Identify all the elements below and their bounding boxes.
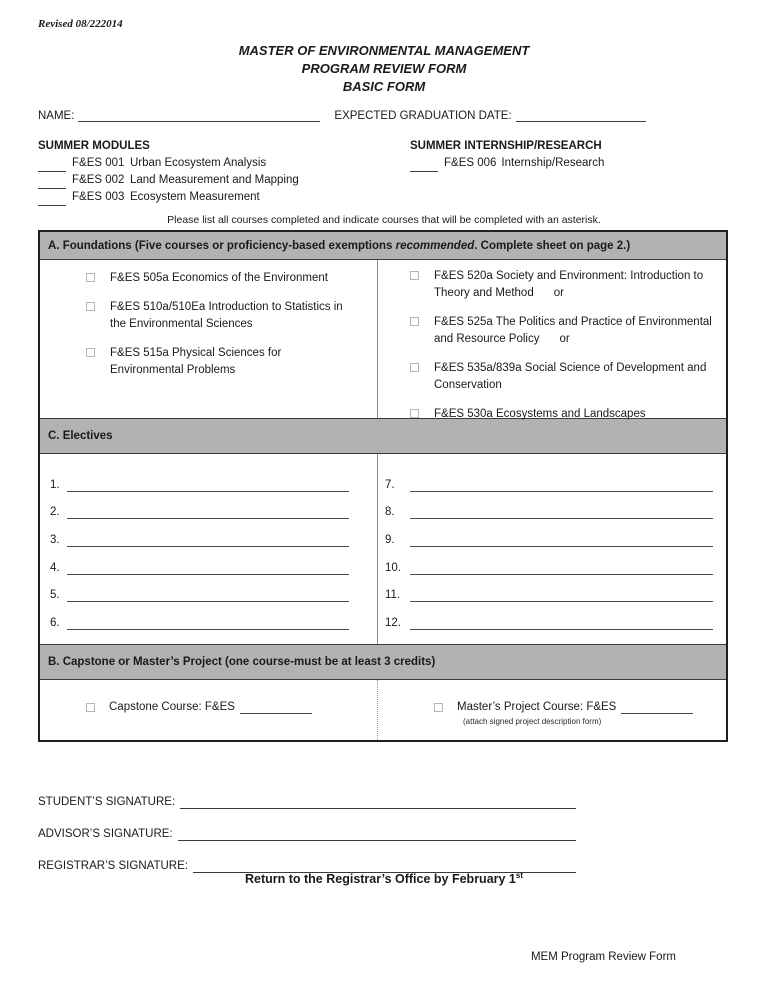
student-signature-line[interactable] — [180, 797, 576, 809]
summer-modules-column — [38, 138, 410, 206]
or-connector: or — [559, 333, 570, 345]
revised-date-note: Revised 08/222014 — [38, 18, 123, 30]
elective-number: 3. — [50, 534, 60, 547]
masters-project-course-blank[interactable] — [621, 701, 693, 714]
signature-row — [38, 791, 576, 809]
course-title: Urban Ecosystem Analysis — [130, 157, 267, 169]
summer-internship-heading: SUMMER INTERNSHIP/RESEARCH — [410, 140, 602, 152]
elective-input-line[interactable] — [410, 590, 713, 602]
elective-row — [40, 547, 377, 575]
elective-number: 4. — [50, 561, 60, 574]
title-line-2: PROGRAM REVIEW FORM — [301, 61, 467, 76]
capstone-label: Capstone Course: F&ES — [109, 701, 235, 713]
section-b-body — [40, 680, 726, 740]
capstone-course-blank[interactable] — [240, 701, 312, 714]
checkbox-fes-530a[interactable] — [410, 409, 419, 418]
section-a-body — [40, 260, 726, 418]
course-code: F&ES 006 — [444, 157, 497, 169]
elective-number: 9. — [385, 534, 395, 547]
summer-module-blank[interactable] — [38, 193, 66, 206]
elective-input-line[interactable] — [67, 535, 349, 547]
elective-row — [40, 602, 377, 630]
advisor-signature-line[interactable] — [178, 829, 576, 841]
signature-row — [38, 823, 576, 841]
elective-input-line[interactable] — [410, 563, 713, 575]
elective-input-line[interactable] — [67, 590, 349, 602]
capstone-cell — [40, 680, 378, 740]
course-option-label: F&ES 515a Physical Sciences for Environmental Problems — [110, 347, 282, 376]
summer-module-blank[interactable] — [38, 159, 66, 172]
registrar-signature-label: REGISTRAR’S SIGNATURE: — [38, 860, 188, 872]
course-title: Ecosystem Measurement — [130, 191, 260, 203]
checkbox-fes-505a[interactable] — [86, 273, 95, 282]
course-option-label: F&ES 535a/839a Social Science of Development and Conservation — [434, 362, 707, 391]
elective-number: 6. — [50, 617, 60, 630]
course-code: F&ES 002 — [72, 174, 125, 186]
elective-input-line[interactable] — [67, 563, 349, 575]
elective-row — [378, 519, 726, 547]
course-option — [40, 299, 377, 333]
elective-input-line[interactable] — [67, 480, 349, 492]
elective-row — [378, 602, 726, 630]
elective-row — [40, 492, 377, 520]
section-b-header — [40, 644, 726, 680]
advisor-signature-label: ADVISOR’S SIGNATURE: — [38, 828, 173, 840]
elective-input-line[interactable] — [67, 507, 349, 519]
name-date-row — [38, 109, 690, 122]
summer-internship-blank[interactable] — [410, 159, 438, 172]
elective-row — [378, 575, 726, 603]
checkbox-masters-project[interactable] — [434, 703, 443, 712]
masters-project-label: Master’s Project Course: F&ES — [457, 701, 617, 713]
section-a-left-cell — [40, 260, 378, 418]
course-code: F&ES 003 — [72, 191, 125, 203]
checkbox-fes-520a[interactable] — [410, 271, 419, 280]
summer-module-blank[interactable] — [38, 176, 66, 189]
masters-project-row — [378, 680, 726, 714]
course-option-label: F&ES 530a Ecosystems and Landscapes — [434, 408, 646, 420]
elective-number: 12. — [385, 617, 401, 630]
elective-row — [378, 464, 726, 492]
elective-input-line[interactable] — [410, 480, 713, 492]
courses-instruction: Please list all courses completed and indicate courses that will be completed with an asterisk. — [167, 214, 601, 226]
checkbox-fes-510a[interactable] — [86, 302, 95, 311]
course-code: F&ES 001 — [72, 157, 125, 169]
elective-input-line[interactable] — [410, 535, 713, 547]
course-option — [40, 345, 377, 379]
course-title: Land Measurement and Mapping — [130, 174, 299, 186]
name-label: NAME: — [38, 110, 75, 122]
elective-number: 2. — [50, 506, 60, 519]
electives-right-column — [378, 454, 726, 644]
program-review-table — [38, 230, 728, 742]
elective-number: 5. — [50, 589, 60, 602]
summer-section — [38, 138, 728, 206]
footer-form-name: MEM Program Review Form — [530, 951, 676, 963]
elective-number: 10. — [385, 561, 401, 574]
electives-left-column — [40, 454, 378, 644]
course-option — [378, 314, 726, 348]
summer-module-row — [38, 189, 410, 206]
name-input-line[interactable] — [78, 109, 320, 122]
elective-row — [40, 464, 377, 492]
graduation-date-input-line[interactable] — [516, 109, 646, 122]
page-title — [0, 42, 768, 96]
course-option-label: F&ES 510a/510Ea Introduction to Statistics in the Environmental Sciences — [110, 301, 343, 330]
elective-number: 11. — [385, 589, 401, 602]
section-c-header-text: C. Electives — [48, 430, 113, 442]
course-option-label: F&ES 520a Society and Environment: Introduction to Theory and Method or — [434, 270, 704, 299]
elective-number: 1. — [50, 478, 60, 491]
elective-row — [40, 575, 377, 603]
section-c-body — [40, 454, 726, 644]
elective-input-line[interactable] — [410, 507, 713, 519]
title-line-3: BASIC FORM — [342, 79, 426, 94]
elective-input-line[interactable] — [67, 618, 349, 630]
elective-row — [40, 519, 377, 547]
elective-row — [378, 547, 726, 575]
section-a-right-cell — [378, 260, 726, 418]
return-instruction: Return to the Registrar’s Office by February 1st — [244, 871, 524, 887]
course-title: Internship/Research — [501, 157, 605, 169]
course-option — [378, 360, 726, 394]
or-connector: or — [553, 287, 564, 299]
course-option-label: F&ES 505a Economics of the Environment — [110, 272, 328, 284]
checkbox-fes-535a[interactable] — [410, 363, 419, 372]
masters-project-cell — [378, 680, 726, 740]
graduation-date-label: EXPECTED GRADUATION DATE: — [334, 110, 512, 122]
elective-input-line[interactable] — [410, 618, 713, 630]
checkbox-capstone[interactable] — [86, 703, 95, 712]
course-option — [378, 406, 726, 423]
course-option — [378, 268, 726, 302]
ordinal-superscript: st — [515, 871, 524, 880]
section-a-header — [40, 232, 726, 260]
checkbox-fes-525a[interactable] — [410, 317, 419, 326]
capstone-row — [40, 680, 377, 714]
checkbox-fes-515a[interactable] — [86, 348, 95, 357]
section-b-header-text: B. Capstone or Master’s Project (one course-must be at least 3 credits) — [48, 656, 436, 668]
course-option-label: F&ES 525a The Politics and Practice of Environmental and Resource Policy or — [434, 316, 712, 345]
student-signature-label: STUDENT’S SIGNATURE: — [38, 796, 176, 808]
course-option — [40, 270, 377, 287]
section-c-header — [40, 418, 726, 454]
summer-internship-row — [410, 155, 728, 172]
masters-project-note: (attach signed project description form) — [463, 717, 602, 726]
summer-module-row — [38, 172, 410, 189]
summer-internship-column — [410, 138, 728, 206]
elective-row — [378, 492, 726, 520]
section-a-header-text: A. Foundations (Five courses or proficiency-based exemptions recommended. Complete sheet on page 2.) — [48, 239, 631, 252]
title-line-1: MASTER OF ENVIRONMENTAL MANAGEMENT — [238, 43, 530, 58]
elective-number: 8. — [385, 506, 395, 519]
elective-number: 7. — [385, 478, 395, 491]
summer-modules-heading: SUMMER MODULES — [38, 140, 150, 152]
summer-module-row — [38, 155, 410, 172]
